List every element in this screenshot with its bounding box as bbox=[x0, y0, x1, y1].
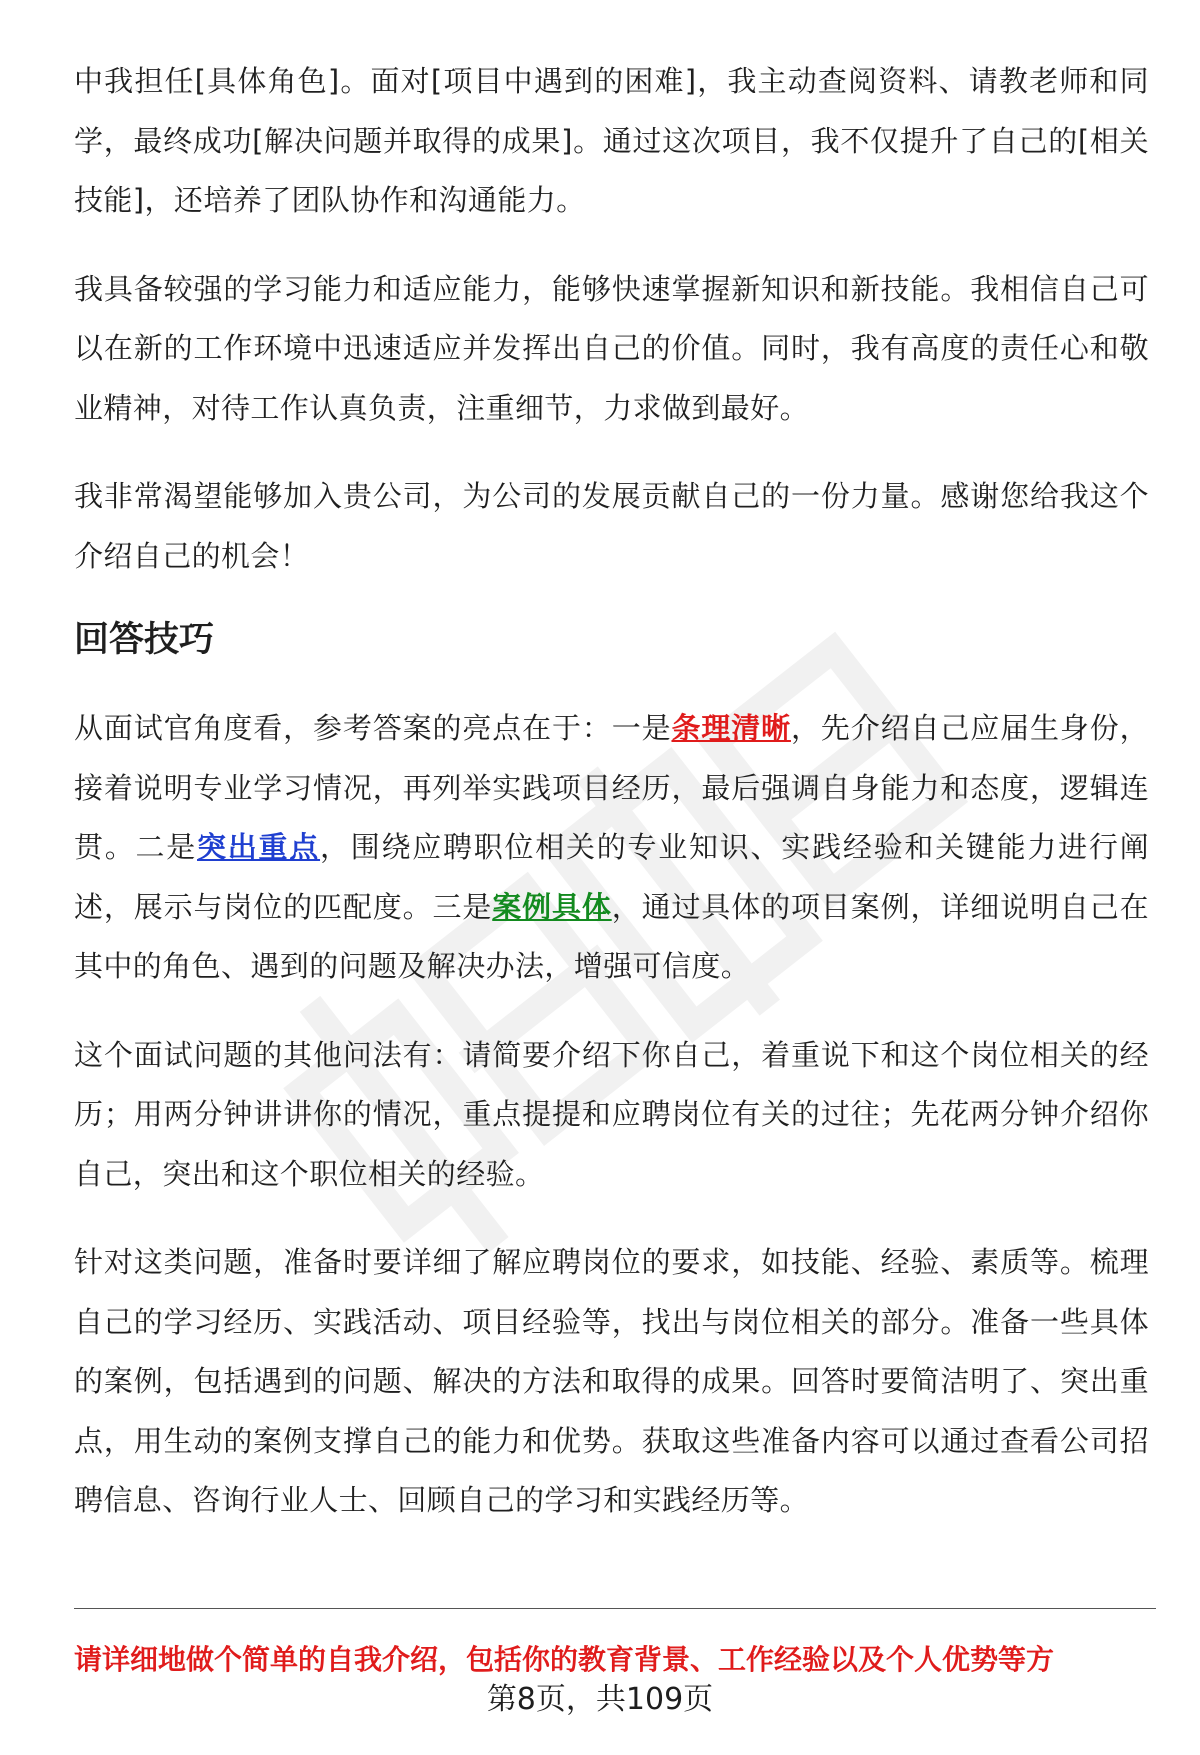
paragraph-abilities: 我具备较强的学习能力和适应能力，能够快速掌握新知识和新技能。我相信自己可以在新的工作环境中迅速适应并发挥出自己的价值。同时，我有高度的责任心和敬业精神，对待工作认真负责，注重细节，力求做到最好。 bbox=[74, 271, 1149, 425]
paragraph-project-experience: 中我担任[具体角色]。面对[项目中遇到的困难]，我主动查阅资料、请教老师和同学，最终成功[解决问题并取得的成果]。通过这次项目，我不仅提升了自己的[相关技能]，还培养了团队协作和沟通能力。 bbox=[74, 64, 1149, 217]
paragraph-closing: 我非常渴望能够加入贵公司，为公司的发展贡献自己的一份力量。感谢您给我这个介绍自己的机会！ bbox=[74, 479, 1149, 573]
main-content bbox=[74, 52, 1149, 1560]
highlight-link-2[interactable]: 突出重点 bbox=[197, 830, 321, 864]
highlight-link-3[interactable]: 案例具体 bbox=[492, 889, 612, 924]
tips-text-4: ，通过具体的项目案例，详细说明自己在其中的角色、遇到的问题及解决办法，增强可信度。 bbox=[74, 889, 1149, 983]
paragraph-alternative-questions: 这个面试问题的其他问法有：请简要介绍下你自己，着重说下和这个岗位相关的经历；用两分钟讲讲你的情况，重点提提和应聘岗位有关的过往；先花两分钟介绍你自己，突出和这个职位相关的经验。 bbox=[74, 1037, 1149, 1191]
tips-text-3: ，围绕应聘职位相关的专业知识、实践经验和关键能力进行阐述，展示与岗位的匹配度。三是 bbox=[74, 830, 1149, 924]
tips-text-2: ，先介绍自己应届生身份，接着说明专业学习情况，再列举实践项目经历，最后强调自身能力和态度，逻辑连贯。二是 bbox=[74, 711, 1149, 864]
paragraph-tips bbox=[74, 699, 1149, 997]
footer-divider bbox=[74, 1608, 1156, 1609]
tips-text-1: 从面试官角度看，参考答案的亮点在于：一是 bbox=[74, 711, 672, 745]
section-heading: 回答技巧 bbox=[74, 620, 215, 660]
highlight-link-1[interactable]: 条理清晰 bbox=[671, 711, 791, 745]
footer-question-title: 请详细地做个简单的自我介绍，包括你的教育背景、工作经验以及个人优势等方 bbox=[74, 1643, 1055, 1676]
page-number: 第8页，共109页 bbox=[486, 1682, 714, 1717]
paragraph-preparation: 针对这类问题，准备时要详细了解应聘岗位的要求，如技能、经验、素质等。梳理自己的学习经历、实践活动、项目经验等，找出与岗位相关的部分。准备一些具体的案例，包括遇到的问题、解决的方法和取得的成果。回答时要简洁明了、突出重点，用生动的案例支撑自己的能力和优势。获取这些准备内容可以通过查看公司招聘信息、咨询行业人士、回顾自己的学习和实践经历等。 bbox=[74, 1245, 1149, 1517]
